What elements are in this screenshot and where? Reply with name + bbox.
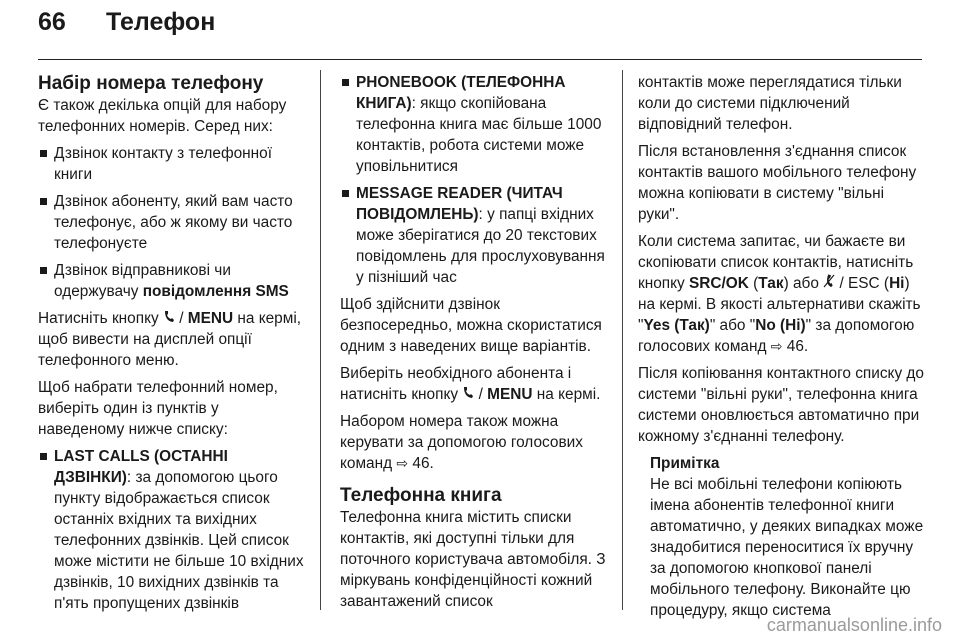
bullet-icon	[40, 267, 47, 274]
column-3	[638, 72, 924, 621]
reference-arrow-icon: ⇨	[770, 338, 783, 354]
options-list	[38, 143, 308, 302]
bullet-icon	[40, 198, 47, 205]
column-2	[340, 72, 606, 618]
note-title: Примітка	[650, 455, 720, 472]
paragraph: Після копіювання контактного списку до системи "вільні руки", телефонна книга системи оновлюється автоматично при кожному з'єднанні телефону.	[638, 365, 924, 445]
list-item: Дзвінок відправникові чи одержувачу повідомлення SMS	[38, 260, 308, 302]
bullet-icon	[40, 453, 47, 460]
bullet-icon	[342, 190, 349, 197]
column-divider	[622, 70, 623, 610]
list-item: Дзвінок контакту з телефонної книги	[38, 143, 308, 185]
note-box	[638, 453, 924, 621]
select-paragraph: Виберіть необхідного абонента і натисніть кнопку / MENU на кермі.	[340, 365, 601, 403]
intro-paragraph: Є також декілька опцій для набору телефонних номерів. Серед них:	[38, 97, 287, 135]
column-divider	[320, 70, 321, 610]
watermark: carmanualsonline.info	[766, 615, 942, 635]
dial-options-list-continued	[340, 72, 606, 288]
press-paragraph: Натисніть кнопку / MENU на кермі, щоб вивести на дисплей опції телефонного меню.	[38, 310, 302, 369]
list-item: LAST CALLS (ОСТАННІ ДЗВІНКИ): за допомогою цього пункту відображається список останніх вхідних та вихідних телефонних дзвінків. Цей список може містити не більше 10 вхідних дзвінків, 10 вихідних дзвінків та п'ять пропущених дзвінків	[38, 446, 308, 614]
header-rule	[38, 59, 922, 60]
section-heading: Телефонна книга	[340, 485, 502, 506]
voice-paragraph: Набором номера також можна керувати за допомогою голосових команд ⇨ 46.	[340, 413, 583, 472]
paragraph: Після встановлення з'єднання список контактів вашого мобільного телефону можна копіювати в систему "вільні руки".	[638, 143, 917, 223]
bullet-icon	[342, 79, 349, 86]
dial-options-list	[38, 446, 308, 614]
column-1	[38, 72, 308, 620]
copy-prompt-paragraph: Коли система запитає, чи бажаєте ви скопіювати список контактів, натисніть кнопку SRC/OK (Так) або / ESC (Ні) на кермі. В якості альтернативи скажіть "Yes (Так)" або "No (Ні)" за допомогою голосових команд ⇨ 46.	[638, 233, 921, 355]
phone-end-icon	[823, 274, 835, 288]
page-number: 66	[38, 8, 66, 36]
page-title: Телефон	[106, 8, 216, 36]
phonebook-paragraph: Телефонна книга містить списки контактів, які доступні тільки для поточного користувача автомобіля. З міркувань конфіденційності кожний завантажений список	[340, 509, 606, 610]
phone-call-icon	[462, 385, 474, 399]
page-header	[38, 8, 215, 48]
phone-call-icon	[163, 309, 175, 323]
direct-call-paragraph: Щоб здійснити дзвінок безпосередньо, можна скористатися одним з наведених вище варіантів.	[340, 296, 602, 355]
section-heading: Набір номера телефону	[38, 73, 264, 94]
list-item: Дзвінок абоненту, який вам часто телефонує, або ж якому ви часто телефонуєте	[38, 191, 308, 254]
list-item: MESSAGE READER (ЧИТАЧ ПОВІДОМЛЕНЬ): у папці вхідних може зберігатися до 20 текстових повідомлень для прослуховування у пізніший час	[340, 183, 606, 288]
dial-paragraph: Щоб набрати телефонний номер, виберіть один із пунктів у наведеному нижче списку:	[38, 379, 278, 438]
reference-arrow-icon: ⇨	[396, 455, 409, 471]
list-item: PHONEBOOK (ТЕЛЕФОННА КНИГА): якщо скопійована телефонна книга має більше 1000 контактів, робота системи може уповільнитися	[340, 72, 606, 177]
note-text: Не всі мобільні телефони копіюють імена абонентів телефонної книги автоматично, у деяких випадках може знадобитися переноситися їх вручну за допомогою кнопкової панелі мобільного телефону. Виконайте цю процедуру, якщо система	[650, 476, 924, 619]
paragraph: контактів може переглядатися тільки коли до системи підключений відповідний телефон.	[638, 74, 902, 133]
bullet-icon	[40, 150, 47, 157]
